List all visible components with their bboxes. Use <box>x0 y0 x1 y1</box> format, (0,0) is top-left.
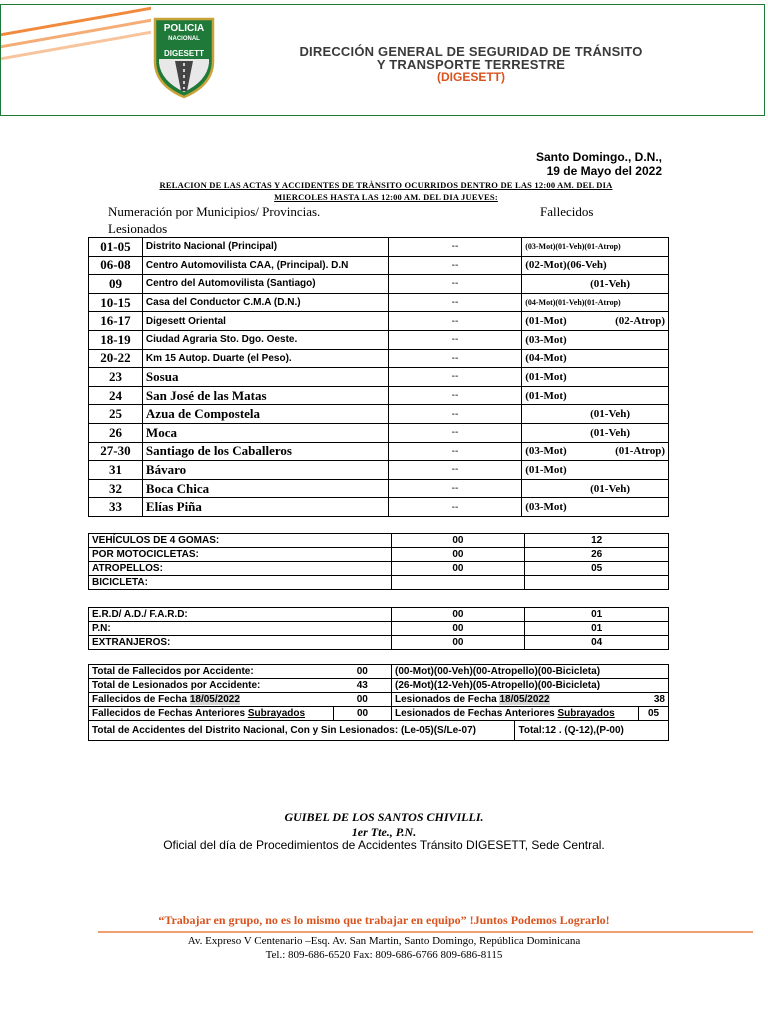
fallecidos-fecha-date: 18/05/2022 <box>189 694 240 705</box>
lesionados-value: -- <box>388 461 521 480</box>
lesionados-value: -- <box>388 275 521 294</box>
fallecidos-cell <box>522 330 669 349</box>
summary-value-a: 00 <box>391 636 525 650</box>
fallecidos-value: (01-Mot) <box>525 463 567 476</box>
municipio-code: 26 <box>89 423 143 442</box>
fallecidos-cell <box>522 423 669 442</box>
table-row <box>89 534 669 548</box>
table-row <box>89 576 669 590</box>
municipio-code: 16-17 <box>89 312 143 331</box>
report-title-line: RELACION DE LAS ACTAS Y ACCIDENTES DE TRÀNSITO OCURRIDOS DENTRO DE LAS 12:00 AM. DEL DIA <box>159 180 613 190</box>
table-row <box>89 312 669 331</box>
total-fallecidos-detail: (00-Mot)(00-Veh)(00-Atropello)(00-Bicicleta) <box>392 665 669 679</box>
total-lesionados-value: 43 <box>334 679 392 693</box>
municipio-name: Centro Automovilista CAA, (Principal). D.N <box>142 256 388 275</box>
total-fallecidos-value: 00 <box>334 665 392 679</box>
table-row <box>89 442 669 461</box>
summary-label: BICICLETA: <box>89 576 392 590</box>
table-row <box>89 423 669 442</box>
table-row <box>89 293 669 312</box>
total-fallecidos-label: Total de Fallecidos por Accidente: <box>89 665 334 679</box>
table-row <box>89 349 669 368</box>
summary-value-a: 00 <box>391 608 525 622</box>
letterhead <box>0 4 765 116</box>
summary-value-b: 12 <box>525 534 669 548</box>
municipio-code: 24 <box>89 386 143 405</box>
municipio-name: Azua de Compostela <box>142 405 388 424</box>
logo-text: NACIONAL <box>168 36 200 42</box>
totales-table <box>88 664 669 741</box>
fallecidos-value: (03-Mot) <box>525 333 567 346</box>
summary-value-a <box>391 576 525 590</box>
lesionados-value: -- <box>388 238 521 257</box>
address: Av. Expreso V Centenario –Esq. Av. San Martin, Santo Domingo, República Dominicana <box>187 935 581 947</box>
table-row <box>89 636 669 650</box>
lesionados-value: -- <box>388 330 521 349</box>
lesionados-value: -- <box>388 479 521 498</box>
municipios-table <box>88 237 669 517</box>
signature-rank: 1er Tte., P.N. <box>351 825 417 839</box>
logo-text: DIGESETT <box>163 49 204 58</box>
column-header-lesionados: Lesionados <box>108 221 168 236</box>
lesionados-value: -- <box>388 405 521 424</box>
municipio-code: 09 <box>89 275 143 294</box>
fallecidos-cell <box>522 293 669 312</box>
summary-value-b: 26 <box>525 548 669 562</box>
table-row <box>89 386 669 405</box>
fallecidos-fecha-value: 00 <box>334 693 392 707</box>
municipio-name: Casa del Conductor C.M.A (D.N.) <box>142 293 388 312</box>
summary-label: POR MOTOCICLETAS: <box>89 548 392 562</box>
total-accidentes-label: Total de Accidentes del Distrito Nacional, Con y Sin Lesionados: (Le-05)(S/Le-07) <box>89 721 515 741</box>
summary-value-a: 00 <box>391 534 525 548</box>
municipio-code: 31 <box>89 461 143 480</box>
signature-name: GUIBEL DE LOS SANTOS CHIVILLI. <box>284 810 484 824</box>
fallecidos-anteriores-label: Fallecidos de Fechas Anteriores <box>92 708 246 719</box>
fallecidos-cell <box>522 256 669 275</box>
municipio-code: 32 <box>89 479 143 498</box>
fallecidos-value: (04-Mot) <box>525 352 567 365</box>
lesionados-anteriores <box>392 707 639 721</box>
fallecidos-value: (01-Veh) <box>590 277 631 290</box>
lesionados-fecha-label: Lesionados de Fecha <box>395 694 497 705</box>
fallecidos-value-right: (02-Atrop) <box>615 315 665 328</box>
fallecidos-value: (01-Mot) <box>525 370 567 383</box>
lesionados-value: -- <box>388 349 521 368</box>
decorative-stripes <box>1 5 151 115</box>
municipio-code: 10-15 <box>89 293 143 312</box>
municipio-name: Moca <box>142 423 388 442</box>
municipio-code: 20-22 <box>89 349 143 368</box>
agency-acronym: (DIGESETT) <box>437 70 505 84</box>
report-title-line: MIERCOLES HASTA LAS 12:00 AM. DEL DIA JUEVES: <box>274 192 498 202</box>
lesionados-anteriores-label: Lesionados de Fechas Anteriores <box>395 708 555 719</box>
table-row <box>89 275 669 294</box>
table-row <box>89 707 669 721</box>
fallecidos-fecha-label: Fallecidos de Fecha <box>92 694 188 705</box>
table-row <box>89 368 669 387</box>
municipio-code: 01-05 <box>89 238 143 257</box>
fallecidos-cell <box>522 442 669 461</box>
police-badge-logo <box>151 15 217 99</box>
column-header-fallecidos: Fallecidos <box>540 204 594 219</box>
table-row <box>89 693 669 707</box>
fallecidos-value: (01-Veh) <box>590 482 631 495</box>
municipio-name: Ciudad Agraria Sto. Dgo. Oeste. <box>142 330 388 349</box>
municipio-name: Sosua <box>142 368 388 387</box>
fallecidos-cell <box>522 386 669 405</box>
report-title <box>100 179 672 203</box>
motto: “Trabajar en grupo, no es lo mismo que trabajar en equipo” !Juntos Podemos Lograrlo! <box>158 913 610 927</box>
lesionados-anteriores-value: 05 <box>639 707 669 721</box>
fallecidos-value: (02-Mot)(06-Veh) <box>525 259 607 272</box>
fallecidos-cell <box>522 312 669 331</box>
municipio-name: Centro del Automovilista (Santiago) <box>142 275 388 294</box>
summary-value-b: 01 <box>525 608 669 622</box>
lesionados-value: -- <box>388 293 521 312</box>
table-row <box>89 721 669 741</box>
table-row <box>89 548 669 562</box>
municipio-code: 33 <box>89 498 143 517</box>
summary-label: VEHÍCULOS DE 4 GOMAS: <box>89 534 392 548</box>
fallecidos-cell <box>522 479 669 498</box>
logo-text: POLICIA <box>163 23 205 34</box>
lesionados-value: -- <box>388 386 521 405</box>
municipio-code: 23 <box>89 368 143 387</box>
summary-value-a: 00 <box>391 548 525 562</box>
fallecidos-cell <box>522 461 669 480</box>
summary-label: E.R.D/ A.D./ F.A.R.D: <box>89 608 392 622</box>
fallecidos-anteriores-value: 00 <box>334 707 392 721</box>
lesionados-value: -- <box>388 256 521 275</box>
table-row <box>89 622 669 636</box>
table-row <box>89 461 669 480</box>
fallecidos-value: (03-Mot)(01-Veh)(01-Atrop) <box>525 242 621 252</box>
summary-value-a: 00 <box>391 562 525 576</box>
fallecidos-anteriores <box>89 707 334 721</box>
fallecidos-value: (01-Mot) <box>525 315 567 328</box>
table-row <box>89 562 669 576</box>
fallecidos-value: (03-Mot) <box>525 501 567 514</box>
summary-label: EXTRANJEROS: <box>89 636 392 650</box>
municipio-code: 06-08 <box>89 256 143 275</box>
municipio-name: Santiago de los Caballeros <box>142 442 388 461</box>
fallecidos-value: (01-Mot) <box>525 389 567 402</box>
summary-label: ATROPELLOS: <box>89 562 392 576</box>
fallecidos-value: (01-Veh) <box>590 408 631 421</box>
table-row <box>89 665 669 679</box>
fallecidos-value: (01-Veh) <box>590 426 631 439</box>
municipio-name: Distrito Nacional (Principal) <box>142 238 388 257</box>
fallecidos-cell <box>522 368 669 387</box>
total-accidentes-value: Total:12 . (Q-12),(P-00) <box>515 721 669 741</box>
table-row <box>89 479 669 498</box>
place-date <box>536 150 662 178</box>
summary-value-b: 01 <box>525 622 669 636</box>
fallecidos-value: (04-Mot)(01-Veh)(01-Atrop) <box>525 298 621 308</box>
signature-role: Oficial del día de Procedimientos de Accidentes Tránsito DIGESETT, Sede Central. <box>163 838 605 852</box>
summary-value-b: 05 <box>525 562 669 576</box>
fallecidos-cell <box>522 238 669 257</box>
municipio-name: Elías Piña <box>142 498 388 517</box>
fallecidos-cell <box>522 498 669 517</box>
municipio-code: 27-30 <box>89 442 143 461</box>
lesionados-fecha-value: 38 <box>639 693 669 707</box>
agency-title-line: DIRECCIÓN GENERAL DE SEGURIDAD DE TRÁNSITO <box>299 44 643 59</box>
column-header-numeracion: Numeración por Municipios/ Provincias. <box>108 204 321 219</box>
summary-value-a: 00 <box>391 622 525 636</box>
contact-phones: Tel.: 809-686-6520 Fax: 809-686-6766 809-686-8115 <box>265 949 503 961</box>
summary-label: P.N: <box>89 622 392 636</box>
vehiculos-table <box>88 533 669 590</box>
lesionados-fecha-date: 18/05/2022 <box>499 694 550 705</box>
fallecidos-value: (03-Mot) <box>525 445 567 458</box>
municipio-name: Km 15 Autop. Duarte (el Peso). <box>142 349 388 368</box>
municipio-name: San José de las Matas <box>142 386 388 405</box>
municipio-code: 18-19 <box>89 330 143 349</box>
lesionados-value: -- <box>388 368 521 387</box>
table-row <box>89 498 669 517</box>
lesionados-fecha <box>392 693 639 707</box>
table-row <box>89 330 669 349</box>
fallecidos-fecha <box>89 693 334 707</box>
fallecidos-cell <box>522 275 669 294</box>
lesionados-anteriores-under: Subrayados <box>557 708 615 719</box>
table-row <box>89 256 669 275</box>
municipio-name: Digesett Oriental <box>142 312 388 331</box>
table-row <box>89 238 669 257</box>
fallecidos-cell <box>522 405 669 424</box>
summary-value-b: 04 <box>525 636 669 650</box>
fallecidos-anteriores-under: Subrayados <box>247 708 306 719</box>
fallecidos-value-right: (01-Atrop) <box>615 445 665 458</box>
agency-title <box>231 45 711 84</box>
total-lesionados-label: Total de Lesionados por Accidente: <box>89 679 334 693</box>
lesionados-value: -- <box>388 312 521 331</box>
place: Santo Domingo., D.N., <box>536 150 662 164</box>
total-lesionados-detail: (26-Mot)(12-Veh)(05-Atropello)(00-Bicicleta) <box>392 679 669 693</box>
lesionados-value: -- <box>388 442 521 461</box>
footer-divider <box>98 931 753 933</box>
table-row <box>89 679 669 693</box>
municipio-name: Bávaro <box>142 461 388 480</box>
fallecidos-cell <box>522 349 669 368</box>
erd-table <box>88 607 669 650</box>
lesionados-value: -- <box>388 498 521 517</box>
municipio-code: 25 <box>89 405 143 424</box>
table-row <box>89 405 669 424</box>
table-row <box>89 608 669 622</box>
municipio-name: Boca Chica <box>142 479 388 498</box>
agency-title-line: Y TRANSPORTE TERRESTRE <box>376 57 566 72</box>
lesionados-value: -- <box>388 423 521 442</box>
summary-value-b <box>525 576 669 590</box>
date: 19 de Mayo del 2022 <box>546 164 662 178</box>
